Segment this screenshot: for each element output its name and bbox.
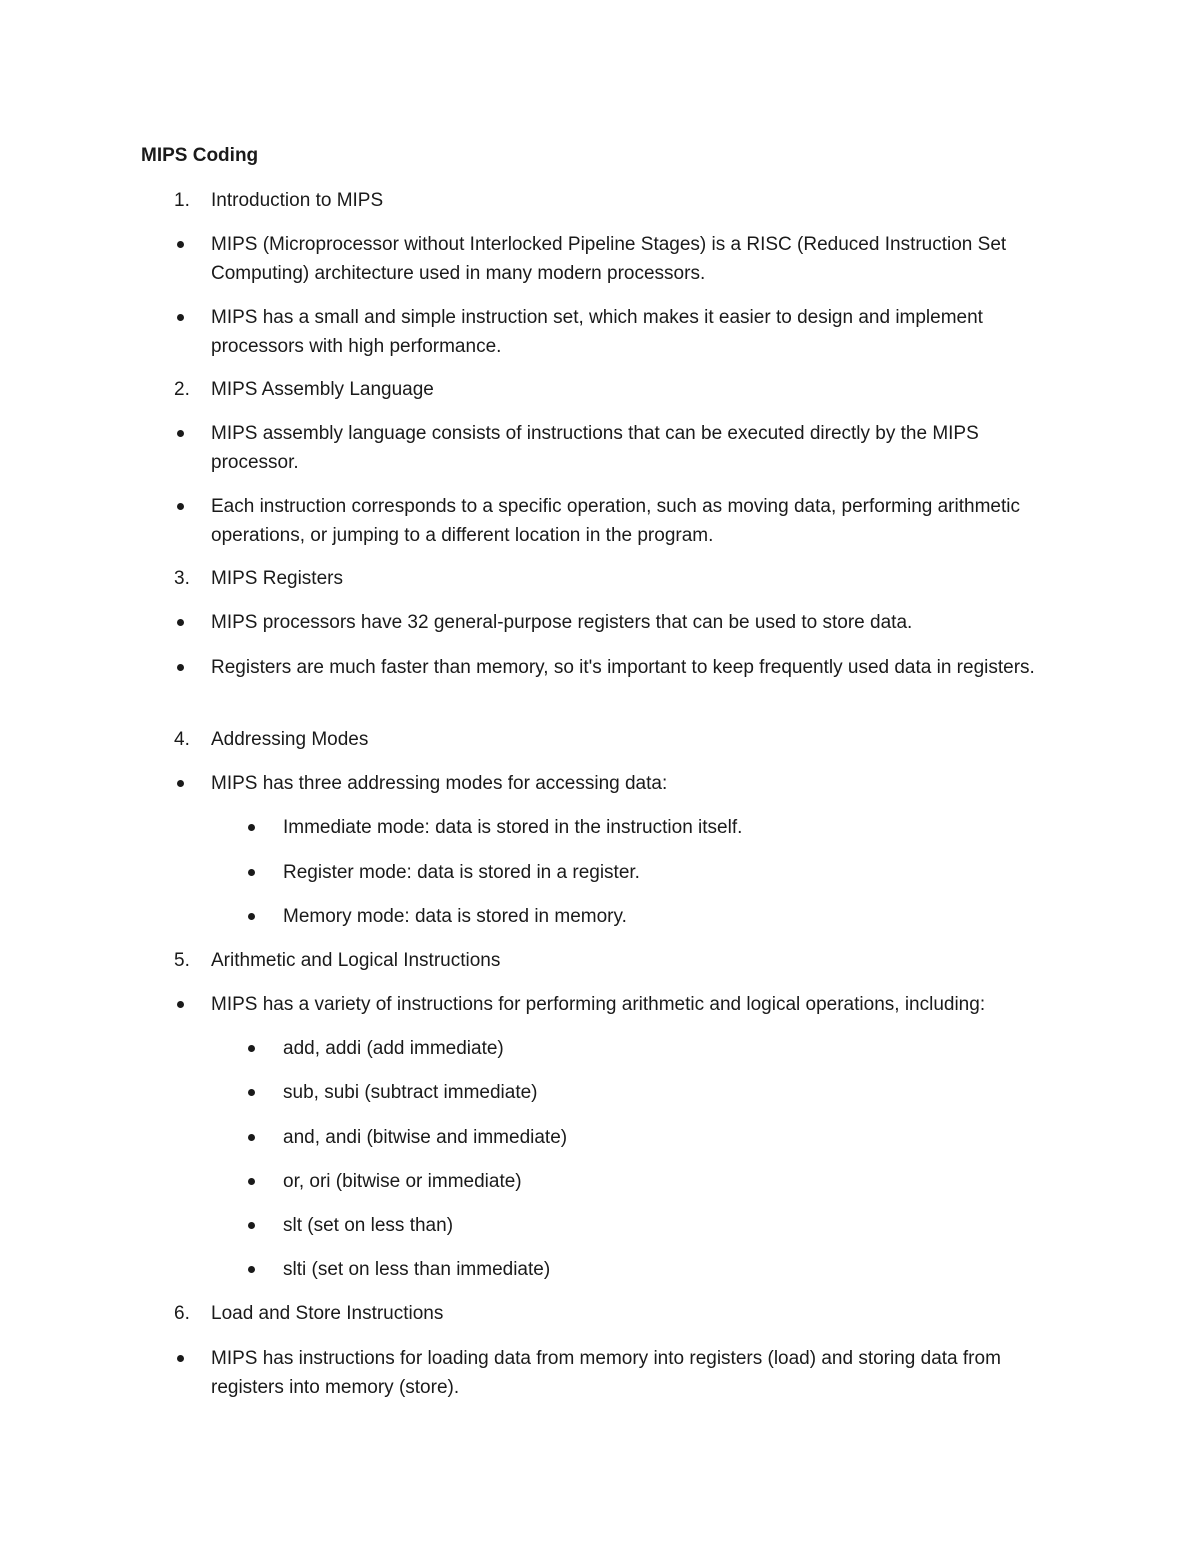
sub-bullet-item: slti (set on less than immediate) <box>283 1259 551 1280</box>
sub-bullet-item: or, ori (bitwise or immediate) <box>283 1171 522 1192</box>
section-heading-5: Arithmetic and Logical Instructions <box>211 950 501 971</box>
section-number-2: 2. <box>174 379 190 400</box>
sub-bullet-marker <box>248 869 255 876</box>
bullet-item: MIPS processors have 32 general-purpose registers that can be used to store data. <box>211 612 913 633</box>
bullet-marker <box>177 503 184 510</box>
sub-bullet-item: Memory mode: data is stored in memory. <box>283 906 627 927</box>
section-number-5: 5. <box>174 950 190 971</box>
bullet-item: MIPS has a small and simple instruction set, which makes it easier to design and implement processors with high performance. <box>211 307 983 357</box>
bullet-marker <box>177 1001 184 1008</box>
bullet-item: MIPS has three addressing modes for accessing data: <box>211 773 668 794</box>
sub-bullet-item: and, andi (bitwise and immediate) <box>283 1127 568 1148</box>
sub-bullet-marker <box>248 1178 255 1185</box>
bullet-item: Each instruction corresponds to a specific operation, such as moving data, performing arithmetic operations, or jumping to a different location in the program. <box>211 496 1020 546</box>
bullet-marker <box>177 619 184 626</box>
section-heading-4: Addressing Modes <box>211 729 369 750</box>
bullet-item: Registers are much faster than memory, so it's important to keep frequently used data in registers. <box>211 657 1035 678</box>
bullet-item: MIPS (Microprocessor without Interlocked Pipeline Stages) is a RISC (Reduced Instruction Set Computing) architecture used in many modern processors. <box>211 234 1007 284</box>
section-heading-2: MIPS Assembly Language <box>211 379 434 400</box>
sub-bullet-marker <box>248 824 255 831</box>
bullet-marker <box>177 1355 184 1362</box>
sub-bullet-item: Immediate mode: data is stored in the instruction itself. <box>283 817 743 838</box>
bullet-marker <box>177 430 184 437</box>
section-number-6: 6. <box>174 1303 190 1324</box>
sub-bullet-marker <box>248 1045 255 1052</box>
sub-bullet-marker <box>248 1089 255 1096</box>
section-number-3: 3. <box>174 568 190 589</box>
sub-bullet-marker <box>248 1222 255 1229</box>
sub-bullet-item: Register mode: data is stored in a register. <box>283 862 640 883</box>
sub-bullet-item: add, addi (add immediate) <box>283 1038 504 1059</box>
bullet-marker <box>177 241 184 248</box>
sub-bullet-item: slt (set on less than) <box>283 1215 454 1236</box>
section-number-1: 1. <box>174 190 190 211</box>
bullet-marker <box>177 664 184 671</box>
bullet-marker <box>177 314 184 321</box>
sub-bullet-marker <box>248 1266 255 1273</box>
bullet-item: MIPS has a variety of instructions for performing arithmetic and logical operations, including: <box>211 994 986 1015</box>
sub-bullet-marker <box>248 1134 255 1141</box>
bullet-item: MIPS has instructions for loading data from memory into registers (load) and storing data from registers into memory (store). <box>211 1348 1001 1398</box>
section-heading-6: Load and Store Instructions <box>211 1303 444 1324</box>
bullet-marker <box>177 780 184 787</box>
sub-bullet-item: sub, subi (subtract immediate) <box>283 1082 538 1103</box>
section-heading-3: MIPS Registers <box>211 568 343 589</box>
section-number-4: 4. <box>174 729 190 750</box>
section-heading-1: Introduction to MIPS <box>211 190 384 211</box>
document-title: MIPS Coding <box>141 145 259 166</box>
sub-bullet-marker <box>248 913 255 920</box>
bullet-item: MIPS assembly language consists of instructions that can be executed directly by the MIPS processor. <box>211 423 979 473</box>
